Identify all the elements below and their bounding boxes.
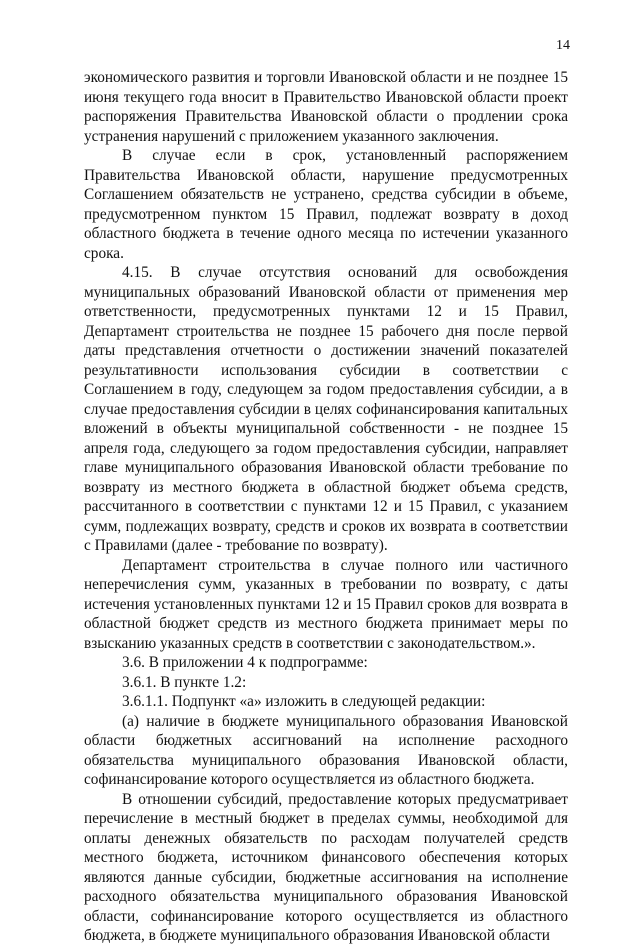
paragraph-7: 3.6.1.1. Подпункт «а» изложить в следующей редакции: [122, 693, 486, 710]
paragraph-9: В отношении субсидий, предоставление которых предусматривает перечисление в местный бюджет в пределах суммы, необходимой для оплаты денежных обязательств по расходам получателей средств местного бюджета, источником финансового обеспечения которых являются данные субсидии, бюджетные ассигнования на исполнение расходного обязательства муниципального образования Ивановской области, софинансирование которого осуществляется из областного бюджета, в бюджете муниципального образования Ивановской области [84, 790, 568, 944]
paragraph-5: 3.6. В приложении 4 к подпрограмме: [122, 654, 368, 671]
paragraph-3: 4.15. В случае отсутствия оснований для освобождения муниципальных образований Ивановской области от применения мер ответственности, предусмотренных пунктами 12 и 15 Правил, Департамент строительства не позднее 15 рабочего дня после первой даты представления отчетности о достижении значений показателей результативности использования субсидии в соответствии с Соглашением в году, следующем за годом предоставления субсидии, а в случае предоставления субсидии в целях софинансирования капитальных вложений в объекты муниципальной собственности - не позднее 15 апреля года, следующего за годом предоставления субсидии, направляет главе муниципального образования Ивановской области требование по возврату из местного бюджета в областной бюджет объема средств, рассчитанного в соответствии с пунктами 12 и 15 Правил, с указанием сумм, подлежащих возврату, средств и сроков их возврата в соответствии с Правилами (далее - требование по возврату). [84, 264, 568, 554]
paragraph-1: экономического развития и торговли Ивановской области и не позднее 15 июня текущего года вносит в Правительство Ивановской области проект распоряжения Правительства Ивановской области о продлении срока устранения нарушений с приложением указанного заключения. [84, 69, 568, 145]
page-number: 14 [556, 38, 570, 53]
document-body [84, 68, 568, 946]
paragraph-2: В случае если в срок, установленный распоряжением Правительства Ивановской области, нарушение предусмотренных Соглашением обязательств не устранено, средства субсидии в объеме, предусмотренном пунктом 15 Правил, подлежат возврату в доход областного бюджета в течение одного месяца по истечении указанного срока. [84, 147, 568, 262]
paragraph-4: Департамент строительства в случае полного или частичного неперечисления сумм, указанных в требовании по возврату, с даты истечения установленных пунктами 12 и 15 Правил сроков для возврата в областной бюджет средств из местного бюджета принимает меры по взысканию указанных средств в соответствии с законодательством.». [84, 556, 568, 652]
paragraph-6: 3.6.1. В пункте 1.2: [122, 673, 247, 691]
paragraph-8: (а) наличие в бюджете муниципального образования Ивановской области бюджетных ассигнований на исполнение расходного обязательства муниципального образования Ивановской области, софинансирование которого осуществляется из областного бюджета. [84, 712, 568, 788]
